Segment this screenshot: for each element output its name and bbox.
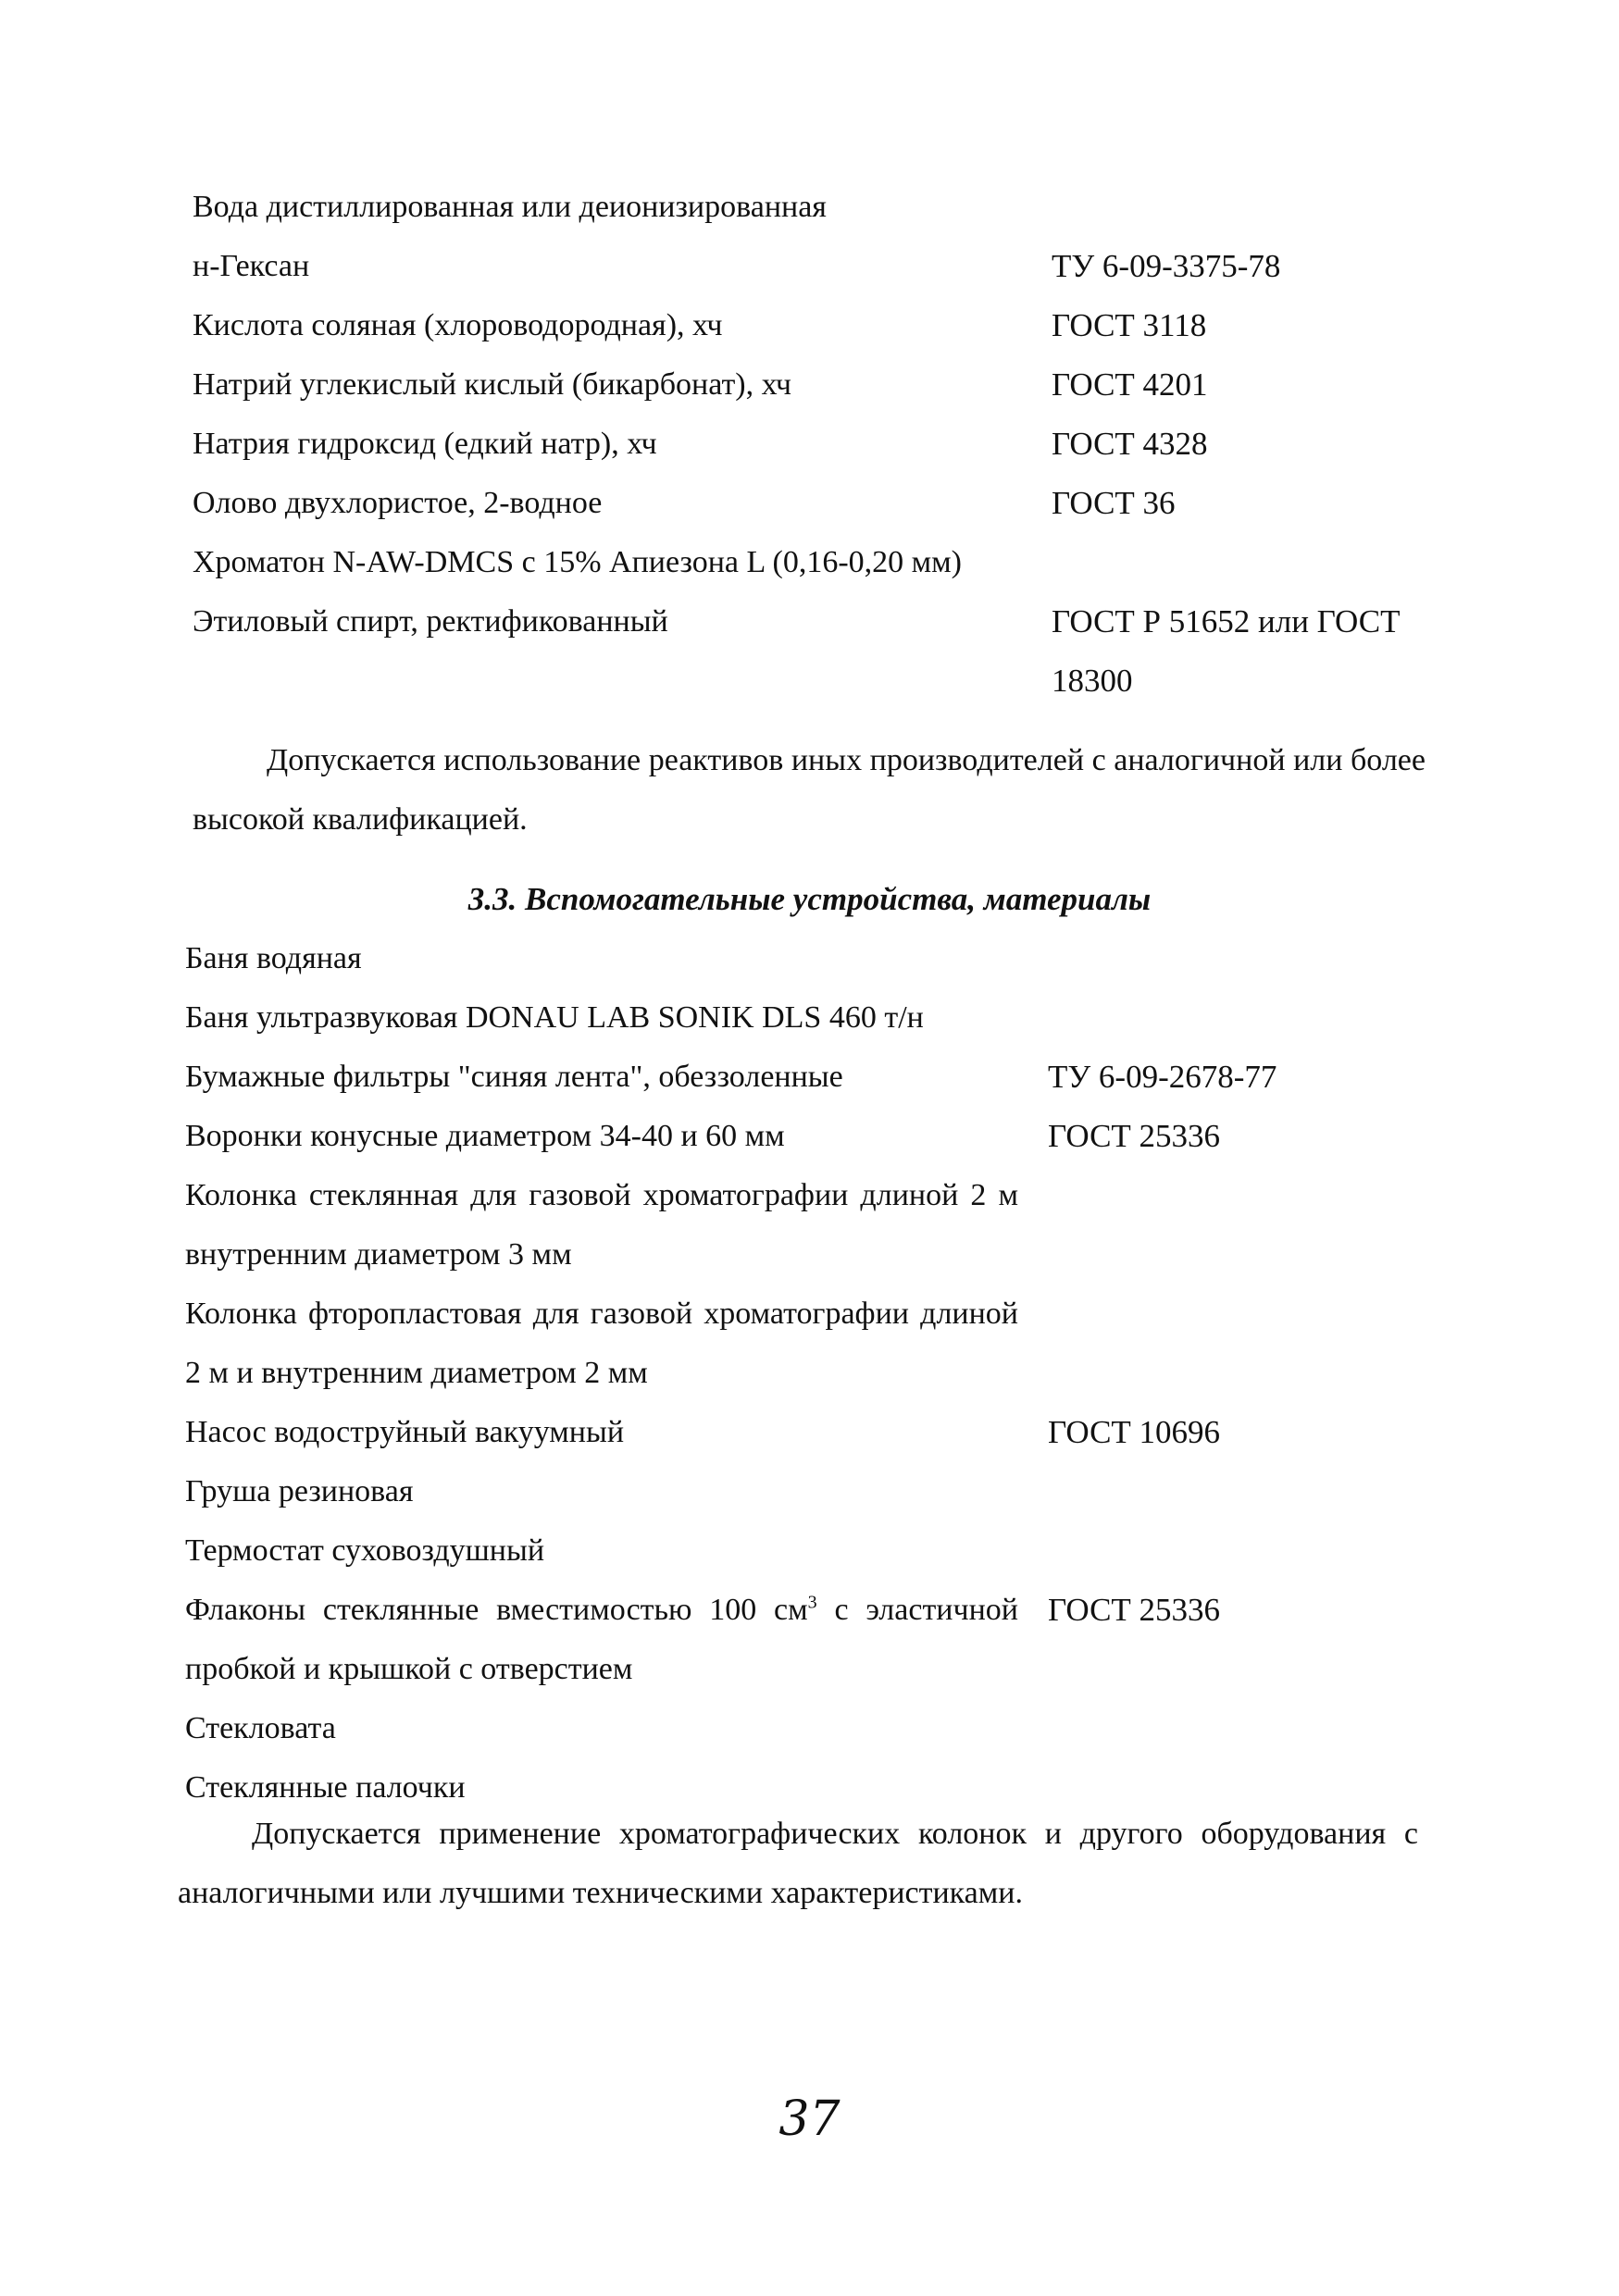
reagent-name: Натрия гидроксид (едкий натр), хч bbox=[193, 427, 657, 461]
equipment-standard: ТУ 6-09-2678-77 bbox=[1048, 1059, 1277, 1095]
equipment-name bbox=[185, 1581, 1018, 1699]
equipment-name: Термостат суховоздушный bbox=[185, 1533, 545, 1568]
equipment-list bbox=[185, 929, 1481, 1818]
equipment-row bbox=[185, 1107, 1481, 1166]
reagent-row bbox=[193, 592, 1488, 711]
reagent-row bbox=[193, 474, 1488, 533]
equipment-name: Баня ультразвуковая DONAU LAB SONIK DLS 460 т/н bbox=[185, 1000, 924, 1035]
reagent-name: Хроматон N-AW-DMCS с 15% Апиезона L (0,16-0,20 мм) bbox=[193, 545, 963, 579]
reagent-standard: ГОСТ 36 bbox=[1052, 485, 1176, 521]
equipment-row bbox=[185, 1048, 1481, 1107]
reagent-name: Олово двухлористое, 2-водное bbox=[193, 486, 603, 520]
page-number: 37 bbox=[778, 2091, 841, 2147]
equipment-row bbox=[185, 988, 1481, 1048]
equipment-row bbox=[185, 1521, 1481, 1581]
reagent-row bbox=[193, 533, 1488, 592]
equipment-row bbox=[185, 1166, 1481, 1285]
equipment-row bbox=[185, 1462, 1481, 1521]
equipment-row bbox=[185, 1581, 1481, 1699]
equipment-name: Груша резиновая bbox=[185, 1474, 414, 1508]
equipment-name: Бумажные фильтры "синяя лента", обеззоленные bbox=[185, 1060, 843, 1094]
reagent-standard: ГОСТ 4201 bbox=[1052, 366, 1208, 403]
equipment-name: Воронки конусные диаметром 34-40 и 60 мм bbox=[185, 1119, 785, 1153]
reagent-standard: ГОСТ 4328 bbox=[1052, 426, 1208, 462]
equipment-name: Колонка стеклянная для газовой хроматографии длиной 2 м внутренним диаметром 3 мм bbox=[185, 1178, 1018, 1272]
equipment-name-part: с эластичной пробкой и крышкой с отверстием bbox=[185, 1593, 1018, 1686]
equipment-name: Колонка фторопластовая для газовой хроматографии длиной 2 м и внутренним диаметром 2 мм bbox=[185, 1297, 1018, 1390]
note-paragraph bbox=[193, 731, 1426, 850]
reagent-name: Вода дистиллированная или деионизированная bbox=[193, 190, 827, 224]
equipment-row bbox=[185, 1699, 1481, 1758]
equipment-name: Стекловата bbox=[185, 1711, 336, 1745]
reagent-name: н-Гексан bbox=[193, 249, 310, 283]
reagent-name: Кислота соляная (хлороводородная), хч bbox=[193, 308, 723, 342]
equipment-row bbox=[185, 1403, 1481, 1462]
reagent-standard: ГОСТ 3118 bbox=[1052, 307, 1207, 343]
note-text: Допускается использование реактивов иных производителей с аналогичной или более высокой квалификацией. bbox=[193, 743, 1426, 837]
equipment-standard: ГОСТ 10696 bbox=[1048, 1414, 1221, 1450]
reagent-row bbox=[193, 178, 1488, 237]
equipment-row bbox=[185, 929, 1481, 988]
reagents-list bbox=[193, 178, 1488, 711]
equipment-standard: ГОСТ 25336 bbox=[1048, 1118, 1221, 1154]
equipment-name: Стеклянные палочки bbox=[185, 1770, 466, 1805]
reagent-standard: ТУ 6-09-3375-78 bbox=[1052, 248, 1281, 284]
equipment-name: Баня водяная bbox=[185, 941, 362, 975]
equipment-row bbox=[185, 1285, 1481, 1403]
reagent-row bbox=[193, 237, 1488, 296]
note-text: Допускается применение хроматографических колонок и другого оборудования с аналогичными или лучшими техническими характеристиками. bbox=[178, 1817, 1418, 1910]
reagent-row bbox=[193, 296, 1488, 355]
reagent-row bbox=[193, 355, 1488, 415]
section-heading: 3.3. Вспомогательные устройства, материалы bbox=[467, 881, 1152, 917]
reagent-name: Натрий углекислый кислый (бикарбонат), хч bbox=[193, 367, 792, 402]
equipment-name: Насос водоструйный вакуумный bbox=[185, 1415, 625, 1449]
reagent-standard: ГОСТ Р 51652 или ГОСТ 18300 bbox=[1052, 603, 1401, 699]
reagent-row bbox=[193, 415, 1488, 474]
equipment-standard: ГОСТ 25336 bbox=[1048, 1592, 1221, 1628]
note-paragraph bbox=[178, 1805, 1418, 1923]
equipment-name-part: Флаконы стеклянные вместимостью 100 см bbox=[185, 1593, 808, 1627]
reagent-name: Этиловый спирт, ректификованный bbox=[193, 604, 668, 639]
superscript: 3 bbox=[807, 1592, 817, 1613]
